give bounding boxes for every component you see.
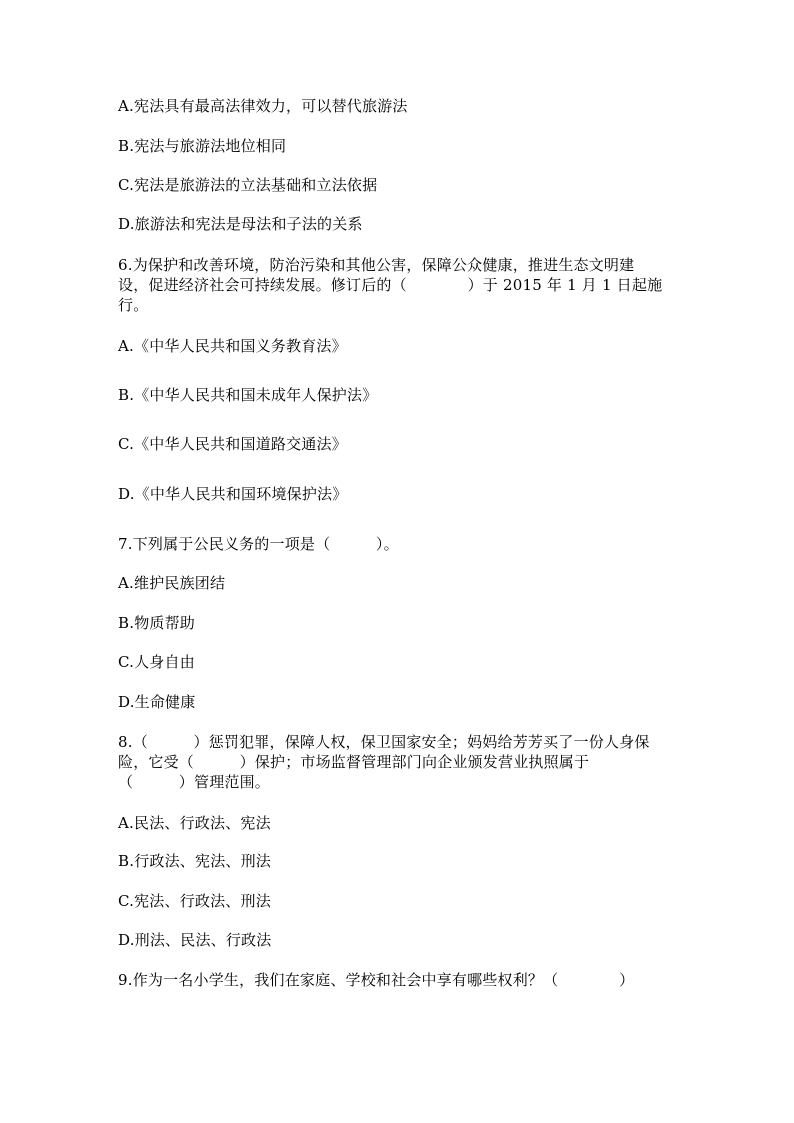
q7-option-b: B.物质帮助: [118, 614, 195, 632]
q7-option-c: C.人身自由: [118, 653, 195, 671]
q6-option-a: A.《中华人民共和国义务教育法》: [118, 337, 347, 355]
q8-option-d: D.刑法、民法、行政法: [118, 931, 272, 949]
q8-stem-line-1: 8.（ ）惩罚犯罪，保障人权，保卫国家安全；妈妈给芳芳买了一份人身保: [118, 733, 650, 751]
q6-stem-line-3: 行。: [118, 296, 149, 314]
q9-stem: 9.作为一名小学生，我们在家庭、学校和社会中享有哪些权利？（ ）: [118, 971, 635, 989]
q5-option-c: C.宪法是旅游法的立法基础和立法依据: [118, 176, 378, 194]
q7-option-d: D.生命健康: [118, 693, 196, 711]
q8-option-c: C.宪法、行政法、刑法: [118, 892, 271, 910]
q6-option-b: B.《中华人民共和国未成年人保护法》: [118, 386, 378, 404]
q8-option-b: B.行政法、宪法、刑法: [118, 852, 271, 870]
q6-option-d: D.《中华人民共和国环境保护法》: [118, 485, 348, 503]
q6-stem-line-2: 设，促进经济社会可持续发展。修订后的（ ）于 2015 年 1 月 1 日起施: [118, 276, 663, 294]
q6-option-c: C.《中华人民共和国道路交通法》: [118, 435, 347, 453]
q7-option-a: A.维护民族团结: [118, 574, 226, 592]
q5-option-d: D.旅游法和宪法是母法和子法的关系: [118, 215, 363, 233]
q8-stem-line-3: （ ）管理范围。: [118, 773, 271, 791]
q7-stem: 7.下列属于公民义务的一项是（ ）。: [118, 535, 399, 553]
q5-option-a: A.宪法具有最高法律效力，可以替代旅游法: [118, 97, 408, 115]
q8-stem-line-2: 险，它受（ ）保护；市场监督管理部门向企业颁发营业执照属于: [118, 753, 590, 771]
q6-stem-line-1: 6.为保护和改善环境，防治污染和其他公害，保障公众健康，推进生态文明建: [118, 256, 635, 274]
q8-option-a: A.民法、行政法、宪法: [118, 814, 271, 832]
q5-option-b: B.宪法与旅游法地位相同: [118, 137, 287, 155]
